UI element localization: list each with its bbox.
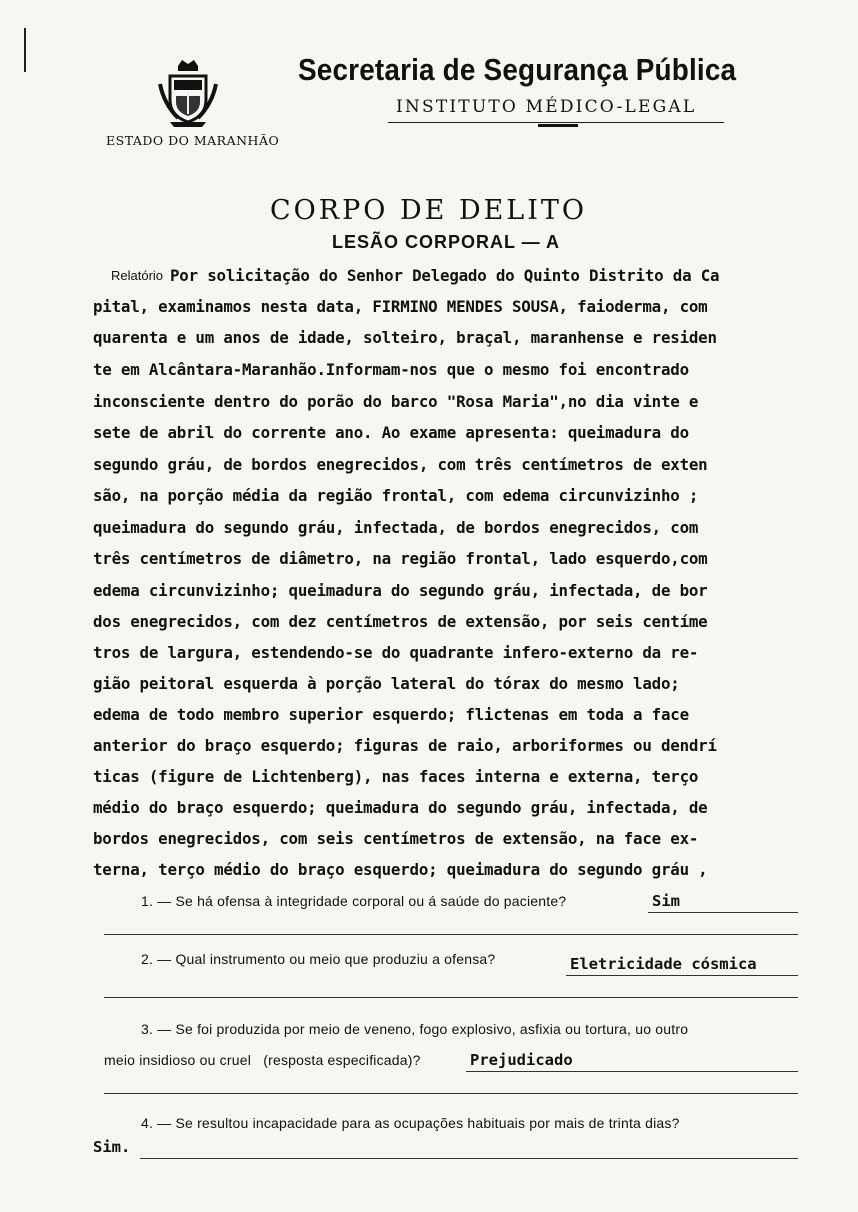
document-subtitle: LESÃO CORPORAL — A	[332, 232, 561, 252]
question-2-answer: Eletricidade cósmica	[570, 955, 757, 973]
report-line: anterior do braço esquerdo; figuras de raio, arboriformes ou dendrí	[93, 736, 717, 755]
report-line: médio do braço esquerdo; queimadura do segundo gráu, infectada, de	[93, 798, 708, 817]
document-title: CORPO DE DELITO	[270, 195, 588, 226]
state-name: ESTADO DO MARANHÃO	[106, 133, 280, 148]
report-line: são, na porção média da região frontal, com edema circunvizinho ;	[93, 486, 699, 505]
institute-name: INSTITUTO MÉDICO-LEGAL	[396, 97, 697, 117]
question-3-answer: Prejudicado	[470, 1051, 573, 1069]
report-line: bordos enegrecidos, com seis centímetros de extensão, na face ex-	[93, 829, 699, 848]
question-4-label: 4. — Se resultou incapacidade para as ocupações habituais por mais de trinta dias?	[141, 1115, 680, 1131]
report-line: segundo gráu, de bordos enegrecidos, com três centímetros de exten	[93, 455, 708, 474]
report-line: queimadura do segundo gráu, infectada, de bordos enegrecidos, com	[93, 518, 699, 537]
report-line: três centímetros de diâmetro, na região frontal, lado esquerdo,com	[93, 549, 708, 568]
report-line: Por solicitação do Senhor Delegado do Quinto Distrito da Ca	[170, 266, 720, 285]
answer-line	[104, 934, 798, 935]
question-1-label: 1. — Se há ofensa à integridade corporal ou á saúde do paciente?	[141, 893, 567, 909]
agency-name: Secretaria de Segurança Pública	[298, 52, 737, 87]
question-2-label: 2. — Qual instrumento ou meio que produziu a ofensa?	[141, 951, 496, 967]
report-line: sete de abril do corrente ano. Ao exame apresenta: queimadura do	[93, 423, 689, 442]
answer-line	[648, 912, 798, 913]
report-line: edema circunvizinho; queimadura do segundo gráu, infectada, de bor	[93, 581, 708, 600]
report-line: ticas (figure de Lichtenberg), nas faces interna e externa, terço	[93, 767, 699, 786]
report-line: edema de todo membro superior esquerdo; flictenas em toda a face	[93, 705, 689, 724]
answer-line	[140, 1158, 798, 1159]
answer-line	[104, 997, 798, 998]
question-3-label-continued: meio insidioso ou cruel (resposta especificada)?	[104, 1052, 421, 1068]
report-line: inconsciente dentro do porão do barco "Rosa Maria",no dia vinte e	[93, 392, 699, 411]
report-line: quarenta e um anos de idade, solteiro, braçal, maranhense e residen	[93, 328, 717, 347]
answer-line	[566, 975, 798, 976]
report-label: Relatório	[111, 268, 164, 283]
maranhao-coat-of-arms-icon	[156, 56, 220, 128]
report-line: terna, terço médio do braço esquerdo; queimadura do segundo gráu ,	[93, 860, 708, 879]
header-accent-rule	[538, 124, 578, 127]
question-4-answer: Sim.	[93, 1138, 131, 1156]
report-line: gião peitoral esquerda à porção lateral do tórax do mesmo lado;	[93, 674, 680, 693]
margin-mark	[24, 28, 26, 72]
report-line: tros de largura, estendendo-se do quadrante infero-externo da re-	[93, 643, 699, 662]
report-line: dos enegrecidos, com dez centímetros de extensão, por seis centíme	[93, 612, 708, 631]
report-line: pital, examinamos nesta data, FIRMINO MENDES SOUSA, faioderma, com	[93, 297, 708, 316]
question-1-answer: Sim	[652, 892, 680, 910]
answer-line	[104, 1093, 798, 1094]
answer-line	[466, 1071, 798, 1072]
report-line: te em Alcântara-Maranhão.Informam-nos que o mesmo foi encontrado	[93, 360, 689, 379]
question-3-label: 3. — Se foi produzida por meio de veneno, fogo explosivo, asfixia ou tortura, uo outro	[141, 1021, 689, 1037]
header-divider	[388, 122, 724, 123]
